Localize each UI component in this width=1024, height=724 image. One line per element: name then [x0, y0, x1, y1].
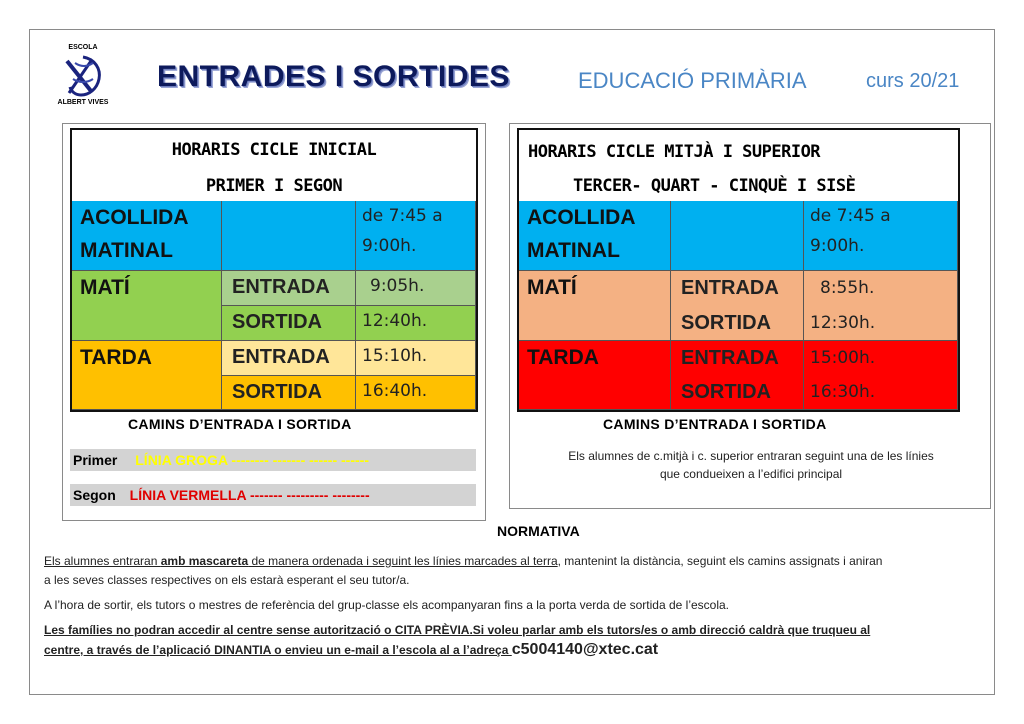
right-schedule-table	[517, 128, 960, 412]
route-segon-name: Segon	[73, 487, 116, 503]
left-mati-sortida-time: 12:40h.	[356, 306, 476, 341]
left-mati-label: MATÍ	[72, 271, 222, 341]
logo-emblem-icon	[61, 53, 105, 99]
route-primer-name: Primer	[73, 452, 118, 468]
right-mati-sortida: SORTIDA	[681, 312, 771, 334]
right-tarda-labels	[671, 341, 804, 410]
left-header-line2: PRIMER I SEGON	[205, 176, 343, 196]
right-acollida-empty	[671, 201, 804, 271]
normativa-paragraph-3	[44, 621, 984, 660]
logo-bottom-text: ALBERT VIVES	[57, 99, 109, 106]
right-acollida-time2: 9:00h.	[810, 236, 865, 256]
school-year: curs 20/21	[866, 70, 960, 92]
route-segon-line: LÍNIA VERMELLA ------- --------- --------	[129, 487, 370, 503]
left-acollida-line1: ACOLLIDA	[80, 206, 189, 229]
p1-part-c: de manera ordenada i seguint les línies marcades al terra	[248, 554, 558, 568]
p3-part-b: centre, a través de l’aplicació DINANTIA o envieu un e-mail a l’escola al a l’adreça	[44, 643, 512, 657]
left-routes-caption: CAMINS D’ENTRADA I SORTIDA	[128, 416, 352, 432]
right-tarda-entrada: ENTRADA	[681, 347, 779, 369]
left-header-line1: HORARIS CICLE INICIAL	[171, 140, 377, 160]
right-header-line1: HORARIS CICLE MITJÀ I SUPERIOR	[528, 142, 821, 162]
right-tarda-times	[804, 341, 958, 410]
school-logo	[48, 44, 118, 116]
right-note-line2: que condueixen a l’edifici principal	[659, 467, 843, 481]
right-mati-labels	[671, 271, 804, 341]
left-tarda-sortida: SORTIDA	[222, 376, 356, 410]
route-primer	[70, 449, 476, 471]
right-mati-times	[804, 271, 958, 341]
logo-top-text: ESCOLA	[68, 44, 98, 51]
right-tarda-entrada-time: 15:00h.	[810, 348, 876, 368]
left-acollida-label	[72, 201, 222, 271]
left-acollida-time2: 9:00h.	[362, 236, 417, 256]
right-tarda-label: TARDA	[519, 341, 671, 410]
right-mati-sortida-time: 12:30h.	[810, 313, 876, 333]
right-acollida-line1: ACOLLIDA	[527, 206, 636, 229]
normativa-paragraph-1	[44, 552, 984, 590]
right-acollida-label	[519, 201, 671, 271]
left-tarda-entrada-time: 15:10h.	[356, 341, 476, 376]
left-acollida-time1: de 7:45 a	[362, 206, 443, 226]
left-acollida-empty	[222, 201, 356, 271]
right-acollida-time1: de 7:45 a	[810, 206, 891, 226]
right-note-line1: Els alumnes de c.mitjà i c. superior entraran seguint una de les línies	[568, 449, 934, 463]
p1-part-b: amb mascareta	[160, 554, 249, 568]
p1-part-a: Els alumnes entraran	[44, 554, 161, 568]
left-tarda-label: TARDA	[72, 341, 222, 410]
normativa-paragraph-2: A l’hora de sortir, els tutors o mestres de referència del grup-classe els acompanyaran fins a la porta verda de sortida de l’escola.	[44, 598, 730, 612]
left-acollida-time	[356, 201, 476, 271]
route-primer-line: LÍNIA GROGA -------- ------- ------ ------	[135, 452, 369, 468]
right-tarda-sortida-time: 16:30h.	[810, 382, 876, 402]
right-header-line2: TERCER- QUART - CINQUÈ I SISÈ	[573, 176, 856, 196]
p3-part-a: Les famílies no podran accedir al centre sense autorització o CITA PRÈVIA.Si voleu parlar amb els tutors/es o amb direcció caldrà que truqueu al	[44, 623, 871, 637]
right-acollida-time	[804, 201, 958, 271]
right-mati-label: MATÍ	[519, 271, 671, 341]
left-mati-entrada-time: 9:05h.	[356, 271, 476, 306]
left-schedule-table	[70, 128, 478, 412]
contact-email[interactable]: c5004140@xtec.cat	[511, 641, 659, 658]
p1-part-e: a les seves classes respectives on els estarà esperant el seu tutor/a.	[44, 573, 410, 587]
left-mati-entrada: ENTRADA	[222, 271, 356, 306]
page-title: ENTRADES I SORTIDES	[157, 60, 510, 93]
left-tarda-entrada: ENTRADA	[222, 341, 356, 376]
left-acollida-line2: MATINAL	[80, 239, 173, 262]
p1-part-d: , mantenint la distància, seguint els camins assignats i aniran	[557, 554, 883, 568]
right-routes-caption: CAMINS D’ENTRADA I SORTIDA	[603, 416, 827, 432]
route-segon	[70, 484, 476, 506]
left-mati-sortida: SORTIDA	[222, 306, 356, 341]
right-tarda-sortida: SORTIDA	[681, 381, 771, 403]
page-subtitle: EDUCACIÓ PRIMÀRIA	[578, 68, 807, 93]
right-acollida-line2: MATINAL	[527, 239, 620, 262]
normativa-title: NORMATIVA	[497, 523, 580, 539]
right-mati-entrada-time: 8:55h.	[820, 278, 875, 298]
left-tarda-sortida-time: 16:40h.	[356, 376, 476, 410]
right-mati-entrada: ENTRADA	[681, 277, 779, 299]
